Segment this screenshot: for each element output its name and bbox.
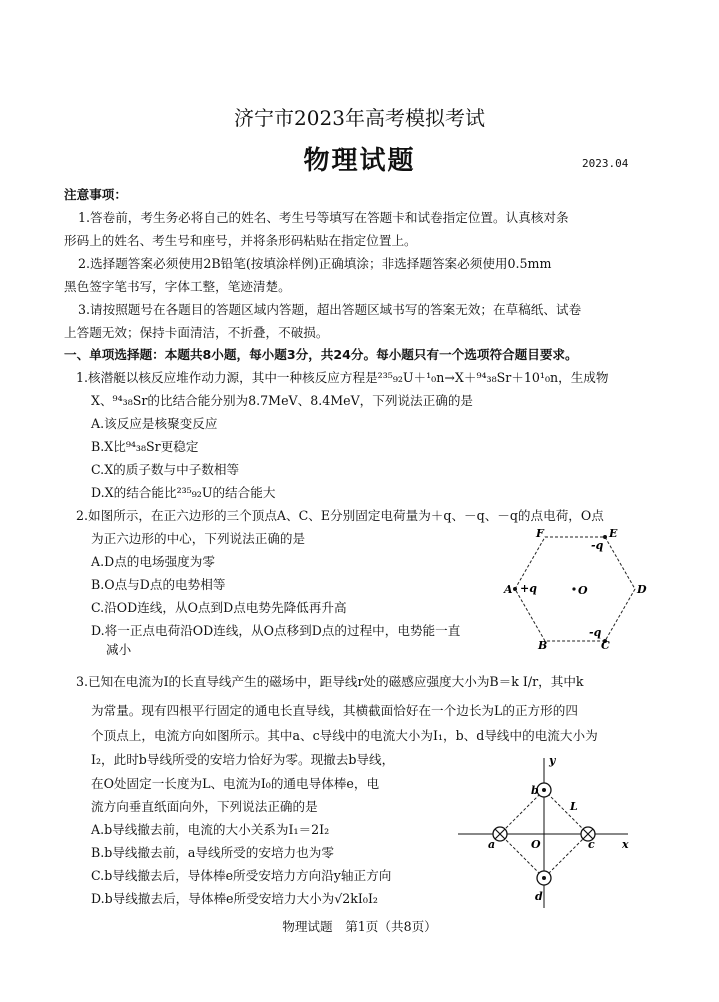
label-f: F [536,527,544,540]
q2-option-d-cont: 减小 [106,642,132,657]
label-y: y [549,754,556,767]
q2-option-a: A.D点的电场强度为零 [91,554,215,569]
label-o: O [531,838,541,851]
label-a: a [488,838,496,851]
notice-heading: 注意事项： [64,187,127,202]
q3-stem: 为常量。现有四根平行固定的通电长直导线，其横截面恰好在一个边长为L的正方形的四 [91,703,578,718]
label-b: b [531,784,539,797]
q3-option-b: B.b导线撤去前，a导线所受的安培力也为零 [91,845,334,860]
label-b: B [538,639,548,652]
q2-stem: 2.如图所示，在正六边形的三个顶点A、C、E分别固定电荷量为＋q、－q、－q的点电荷，O点 [76,508,604,523]
q1-stem: X、⁹⁴₃₈Sr的比结合能分别为8.7MeV、8.4MeV，下列说法正确的是 [91,393,474,408]
charge-e: -q [591,539,604,552]
q3-stem: 在O处固定一长度为L、电流为I₀的通电导体棒e，电 [91,776,380,791]
q1-option-b: B.X比⁹⁴₃₈Sr更稳定 [91,439,199,454]
q2-option-d: D.将一正点电荷沿OD连线，从O点移到D点的过程中，电势能一直 [91,623,461,638]
q1-stem: 1.核潜艇以核反应堆作动力源，其中一种核反应方程是²³⁵₉₂U＋¹₀n→X＋⁹⁴₃₈Sr＋10¹₀n，生成物 [76,370,609,385]
q3-stem: 流方向垂直纸面向外，下列说法正确的是 [91,799,318,814]
hexagon-figure [495,525,645,650]
label-d: d [535,890,543,903]
label-o: O [578,584,588,597]
q3-option-d: D.b导线撤去后，导体棒e所受安培力大小为√2kI₀I₂ [91,891,378,906]
exam-title: 济宁市2023年高考模拟考试 [234,106,485,130]
q3-stem: 3.已知在电流为I的长直导线产生的磁场中，距导线r处的磁感应强度大小为B＝k I/r，其中k [76,674,584,689]
notice-line: 3.请按照题号在各题目的答题区域内答题，超出答题区域书写的答案无效；在草稿纸、试卷 [78,302,582,317]
exam-date: 2023.04 [582,157,629,170]
q3-stem: 个顶点上，电流方向如图所示。其中a、c导线中的电流大小为I₁，b、d导线中的电流大小为 [91,728,598,743]
notice-line: 形码上的姓名、考生号和座号，并将条形码粘贴在指定位置上。 [64,233,417,248]
label-d: D [637,583,647,596]
label-e: E [609,527,618,540]
section-heading: 一、单项选择题：本题共8小题，每小题3分，共24分。每小题只有一个选项符合题目要求。 [64,347,578,362]
label-c: c [588,838,595,851]
q1-option-a: A.该反应是核聚变反应 [91,416,218,431]
q3-option-c: C.b导线撤去后，导体棒e所受安培力方向沿y轴正方向 [91,868,392,883]
notice-line: 1.答卷前，考生务必将自己的姓名、考生号等填写在答题卡和试卷指定位置。认真核对条 [78,210,569,225]
wire-square-figure [450,750,640,910]
q2-stem: 为正六边形的中心，下列说法正确的是 [91,531,306,546]
q1-option-c: C.X的质子数与中子数相等 [91,462,240,477]
charge-c: -q [589,626,602,639]
subject-title: 物理试题 [303,146,416,176]
notice-line: 黑色签字笔书写，字体工整，笔迹清楚。 [64,279,291,294]
label-x: x [622,838,629,851]
label-a: A [504,583,513,596]
page-footer: 物理试题 第1页（共8页） [282,919,437,934]
notice-line: 2.选择题答案必须使用2B铅笔(按填涂样例)正确填涂；非选择题答案必须使用0.5mm [78,256,552,271]
q2-option-c: C.沿OD连线，从O点到D点电势先降低再升高 [91,600,347,615]
q3-stem: I₂，此时b导线所受的安培力恰好为零。现撤去b导线， [91,752,395,767]
label-l: L [570,800,578,813]
q3-option-a: A.b导线撤去前，电流的大小关系为I₁＝2I₂ [91,822,330,837]
q1-option-d: D.X的结合能比²³⁵₉₂U的结合能大 [91,485,276,500]
label-c: C [601,639,610,652]
notice-line: 上答题无效；保持卡面清洁，不折叠，不破损。 [64,325,329,340]
q2-option-b: B.O点与D点的电势相等 [91,577,226,592]
charge-a: +q [520,582,537,595]
